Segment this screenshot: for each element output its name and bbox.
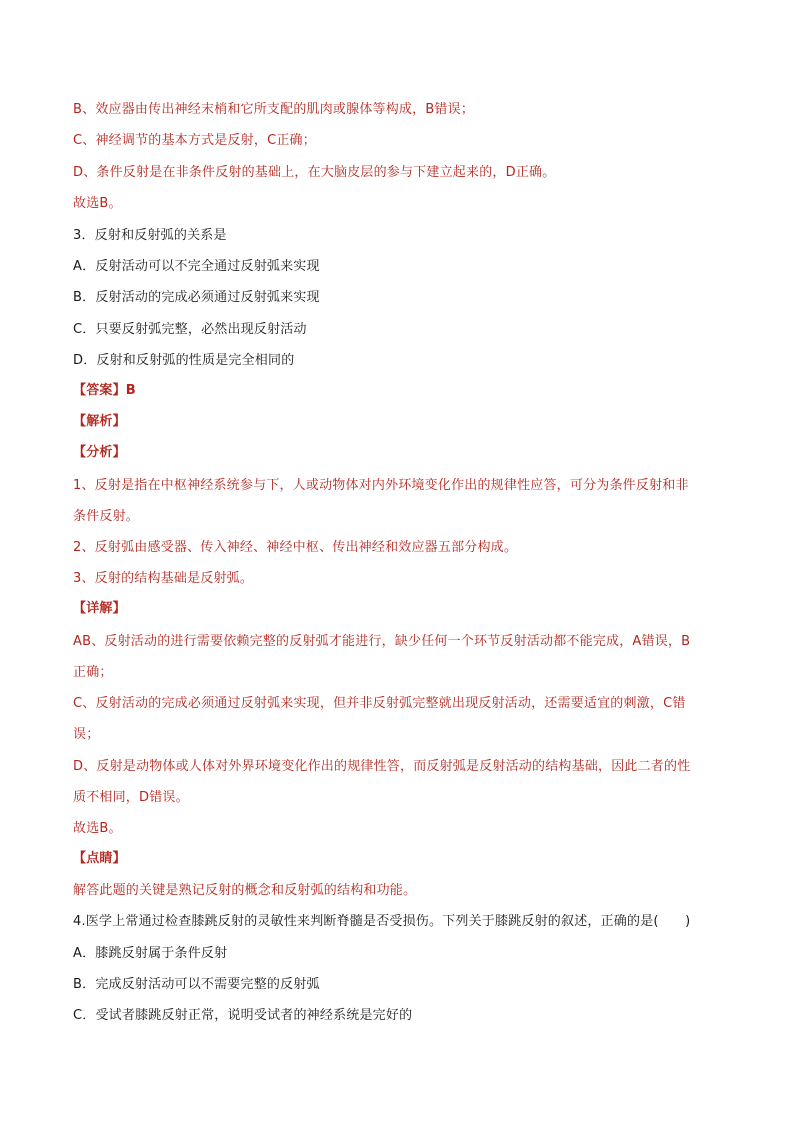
- question-3-option-a: A．反射活动可以不完全通过反射弧来实现: [73, 259, 320, 274]
- detail-line-ab: AB、反射活动的进行需要依赖完整的反射弧才能进行，缺少任何一个环节反射活动都不能完成，A错误，B: [73, 634, 691, 649]
- question-3-option-b: B．反射活动的完成必须通过反射弧来实现: [73, 290, 320, 305]
- analysis-point-2: 2、反射弧由感受器、传入神经、神经中枢、传出神经和效应器五部分构成。: [73, 540, 518, 555]
- analysis-heading: 【解析】: [73, 414, 126, 429]
- question-3-option-d: D．反射和反射弧的性质是完全相同的: [73, 353, 295, 368]
- detail-line-ab-cont: 正确；: [73, 665, 113, 680]
- explanation-line-b: B、效应器由传出神经末梢和它所支配的肌肉或腺体等构成，B错误；: [73, 102, 475, 117]
- question-3-stem: 3．反射和反射弧的关系是: [73, 228, 227, 243]
- question-3-option-c: C．只要反射弧完整，必然出现反射活动: [73, 322, 307, 337]
- answer-heading: 【答案】B: [73, 383, 136, 398]
- question-4-option-a: A．膝跳反射属于条件反射: [73, 946, 228, 961]
- explanation-line-c: C、神经调节的基本方式是反射，C正确；: [73, 133, 316, 148]
- detail-line-d-cont: 质不相同，D错误。: [73, 790, 189, 805]
- question-4-option-c: C．受试者膝跳反射正常，说明受试者的神经系统是完好的: [73, 1008, 413, 1023]
- analysis-point-1: 1、反射是指在中枢神经系统参与下，人或动物体对内外环境变化作出的规律性应答，可分为条件反射和非: [73, 478, 689, 493]
- detail-line-c-cont: 误；: [73, 727, 100, 742]
- question-4-option-b: B．完成反射活动可以不需要完整的反射弧: [73, 977, 320, 992]
- analysis-point-1-cont: 条件反射。: [73, 509, 140, 524]
- fenxi-heading: 【分析】: [73, 445, 126, 460]
- detail-heading: 【详解】: [73, 601, 126, 616]
- tip-text: 解答此题的关键是熟记反射的概念和反射弧的结构和功能。: [73, 883, 417, 898]
- explanation-line-d: D、条件反射是在非条件反射的基础上，在大脑皮层的参与下建立起来的，D正确。: [73, 165, 556, 180]
- detail-line-c: C、反射活动的完成必须通过反射弧来实现，但并非反射弧完整就出现反射活动，还需要适宜的刺激，C错: [73, 696, 686, 711]
- tip-heading: 【点睛】: [73, 851, 126, 866]
- choose-answer-line-2: 故选B。: [73, 821, 122, 836]
- choose-answer-line: 故选B。: [73, 196, 122, 211]
- analysis-point-3: 3、反射的结构基础是反射弧。: [73, 571, 254, 586]
- question-4-stem: 4.医学上常通过检查膝跳反射的灵敏性来判断脊髓是否受损伤。下列关于膝跳反射的叙述，正确的是( ): [73, 914, 691, 929]
- detail-line-d: D、反射是动物体或人体对外界环境变化作出的规律性答，而反射弧是反射活动的结构基础，因此二者的性: [73, 759, 691, 774]
